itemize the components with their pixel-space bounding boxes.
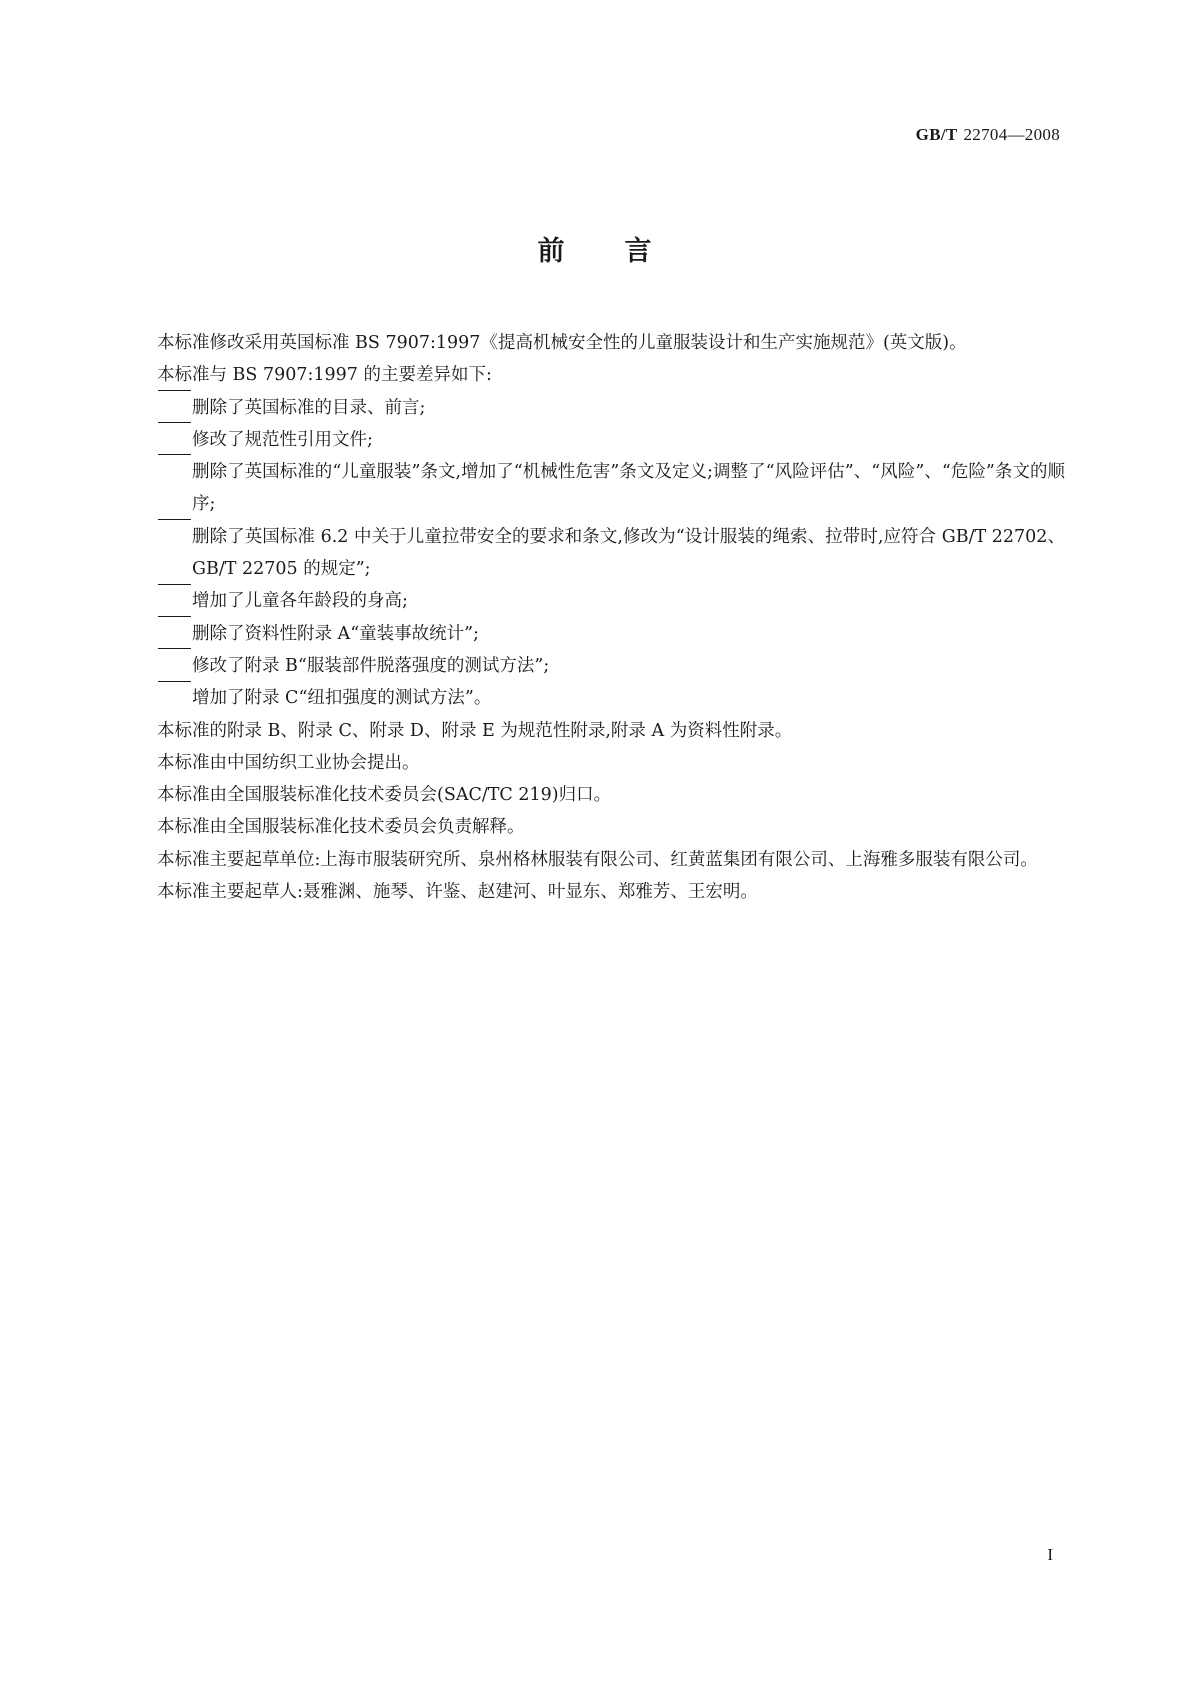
list-item	[157, 650, 1065, 682]
differences-list	[122, 392, 1065, 715]
page-number: I	[1047, 1545, 1053, 1564]
em-dash-marker	[157, 686, 192, 704]
list-item	[157, 424, 1065, 456]
em-dash-marker	[157, 653, 192, 671]
em-dash-marker	[157, 460, 192, 478]
annex-statement: 本标准的附录 B、附录 C、附录 D、附录 E 为规范性附录,附录 A 为资料性附录。	[157, 720, 793, 741]
list-item	[157, 682, 1065, 714]
list-item	[157, 456, 1065, 521]
adoption-statement: 本标准修改采用英国标准 BS 7907:1997《提高机械安全性的儿童服装设计和生产实施规范》(英文版)。	[157, 333, 967, 353]
list-item	[157, 618, 1065, 650]
em-dash-marker	[157, 621, 192, 639]
list-item-text: 修改了规范性引用文件;	[192, 429, 373, 450]
standard-number	[916, 125, 1060, 145]
list-item-text: 增加了儿童各年龄段的身高;	[192, 591, 408, 612]
foreword-body	[122, 327, 1065, 908]
list-item-text: 删除了英国标准的目录、前言;	[192, 397, 426, 418]
centralized-statement: 本标准由全国服装标准化技术委员会(SAC/TC 219)归口。	[157, 785, 612, 806]
standard-year-number: 22704—2008	[963, 125, 1060, 144]
differences-intro: 本标准与 BS 7907:1997 的主要差异如下:	[157, 365, 492, 386]
list-item	[157, 392, 1065, 424]
list-item-text: 增加了附录 C“纽扣强度的测试方法”。	[192, 688, 492, 709]
proposer-statement: 本标准由中国纺织工业协会提出。	[157, 752, 420, 773]
drafters: 本标准主要起草人:聂雅渊、施琴、许鉴、赵建河、叶显东、郑雅芳、王宏明。	[157, 882, 758, 903]
list-item	[157, 585, 1065, 617]
list-item	[157, 521, 1065, 586]
list-item-text: 修改了附录 B“服装部件脱落强度的测试方法”;	[192, 655, 550, 676]
em-dash-marker	[157, 589, 192, 607]
drafting-units: 本标准主要起草单位:上海市服装研究所、泉州格林服装有限公司、红黄蓝集团有限公司、上海雅多服装有限公司。	[157, 849, 1038, 870]
em-dash-marker	[157, 524, 192, 542]
list-item-text: 删除了英国标准的“儿童服装”条文,增加了“机械性危害”条文及定义;调整了“风险评估”、“风险”、“危险”条文的顺序;	[192, 462, 1065, 515]
em-dash-marker	[157, 395, 192, 413]
interpretation-statement: 本标准由全国服装标准化技术委员会负责解释。	[157, 817, 525, 838]
em-dash-marker	[157, 427, 192, 445]
page-title: 前 言	[537, 236, 654, 267]
list-item-text: 删除了英国标准 6.2 中关于儿童拉带安全的要求和条文,修改为“设计服装的绳索、拉带时,应符合 GB/T 22702、GB/T 22705 的规定”;	[192, 526, 1065, 580]
standard-code: GB/T	[915, 125, 958, 144]
list-item-text: 删除了资料性附录 A“童装事故统计”;	[192, 623, 479, 644]
